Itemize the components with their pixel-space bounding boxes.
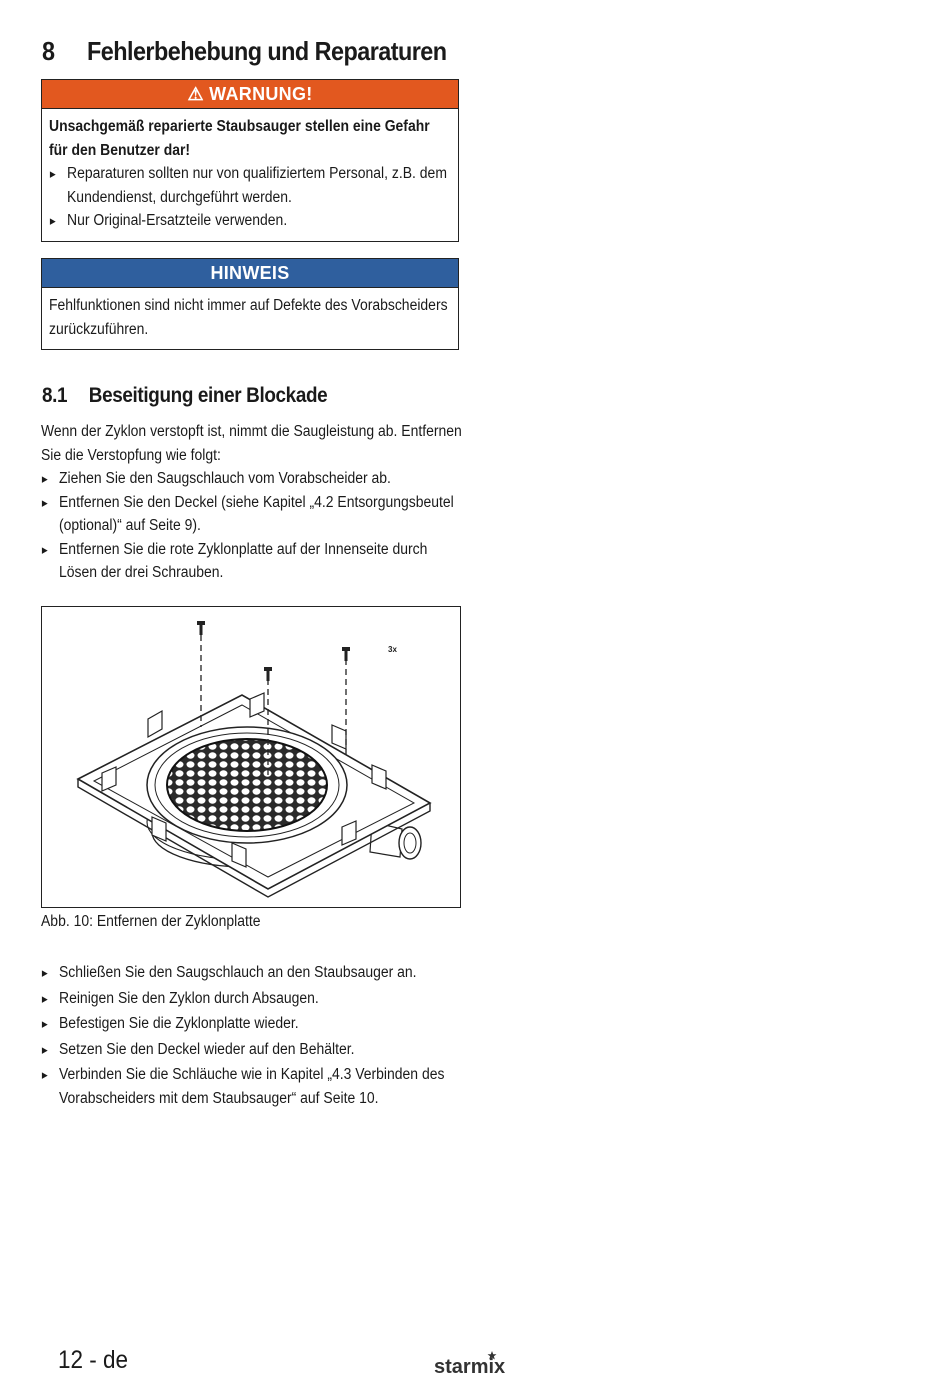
warning-lead: Unsachgemäß reparierte Staubsauger stellen eine Gefahr für den Benutzer dar! (49, 118, 430, 159)
warning-item: ▸ Nur Original-Ersatzteile verwenden. (49, 209, 450, 233)
cyclone-plate-illustration (42, 607, 459, 906)
screw-count-label: 3x (388, 645, 397, 654)
step-item: ▸ Befestigen Sie die Zyklonplatte wieder. (41, 1012, 464, 1036)
warning-header: ⚠ WARNUNG! (42, 80, 458, 109)
figure-cyclone-plate (41, 606, 461, 908)
subsection-number: 8.1 (42, 384, 68, 407)
subsection-title: Beseitigung einer Blockade (88, 384, 328, 407)
instructions-after (41, 961, 464, 1110)
step-item: ▸ Setzen Sie den Deckel wieder auf den Behälter. (41, 1038, 464, 1062)
step-item: ▸ Reinigen Sie den Zyklon durch Absaugen. (41, 987, 464, 1011)
instructions-before (41, 420, 464, 585)
section-number: 8 (42, 36, 55, 66)
warning-item: ▸ Reparaturen sollten nur von qualifiziertem Personal, z.B. dem Kundendienst, durchgeführt werden. (49, 162, 450, 209)
step-item: ▸ Ziehen Sie den Saugschlauch vom Vorabscheider ab. (41, 467, 464, 491)
intro-paragraph: Wenn der Zyklon verstopft ist, nimmt die Saugleistung ab. Entfernen Sie die Verstopfung wie folgt: (41, 423, 462, 464)
step-item: ▸ Schließen Sie den Saugschlauch an den Staubsauger an. (41, 961, 464, 985)
section-heading (42, 36, 447, 67)
note-text: Fehlfunktionen sind nicht immer auf Defekte des Vorabscheiders zurückzuführen. (49, 297, 448, 338)
note-box (41, 258, 459, 350)
page-number: 12 - de (58, 1346, 129, 1374)
section-title: Fehlerbehebung und Reparaturen (87, 36, 447, 66)
note-header: HINWEIS (42, 259, 458, 288)
figure-caption: Abb. 10: Entfernen der Zyklonplatte (41, 913, 261, 930)
screw-icon (197, 621, 350, 681)
step-item: ▸ Verbinden Sie die Schläuche wie in Kapitel „4.3 Verbinden des Vorabscheiders mit dem Staubsauger“ auf Seite 10. (41, 1063, 464, 1110)
warning-box (41, 79, 459, 242)
step-item: ▸ Entfernen Sie die rote Zyklonplatte auf der Innenseite durch Lösen der drei Schrauben. (41, 538, 464, 585)
subsection-heading (42, 384, 327, 408)
svg-text:starmix: starmix (434, 1356, 506, 1378)
step-item: ▸ Entfernen Sie den Deckel (siehe Kapitel „4.2 Entsorgungsbeutel (optional)“ auf Seite 9). (41, 491, 464, 538)
brand-logo (434, 1348, 518, 1378)
